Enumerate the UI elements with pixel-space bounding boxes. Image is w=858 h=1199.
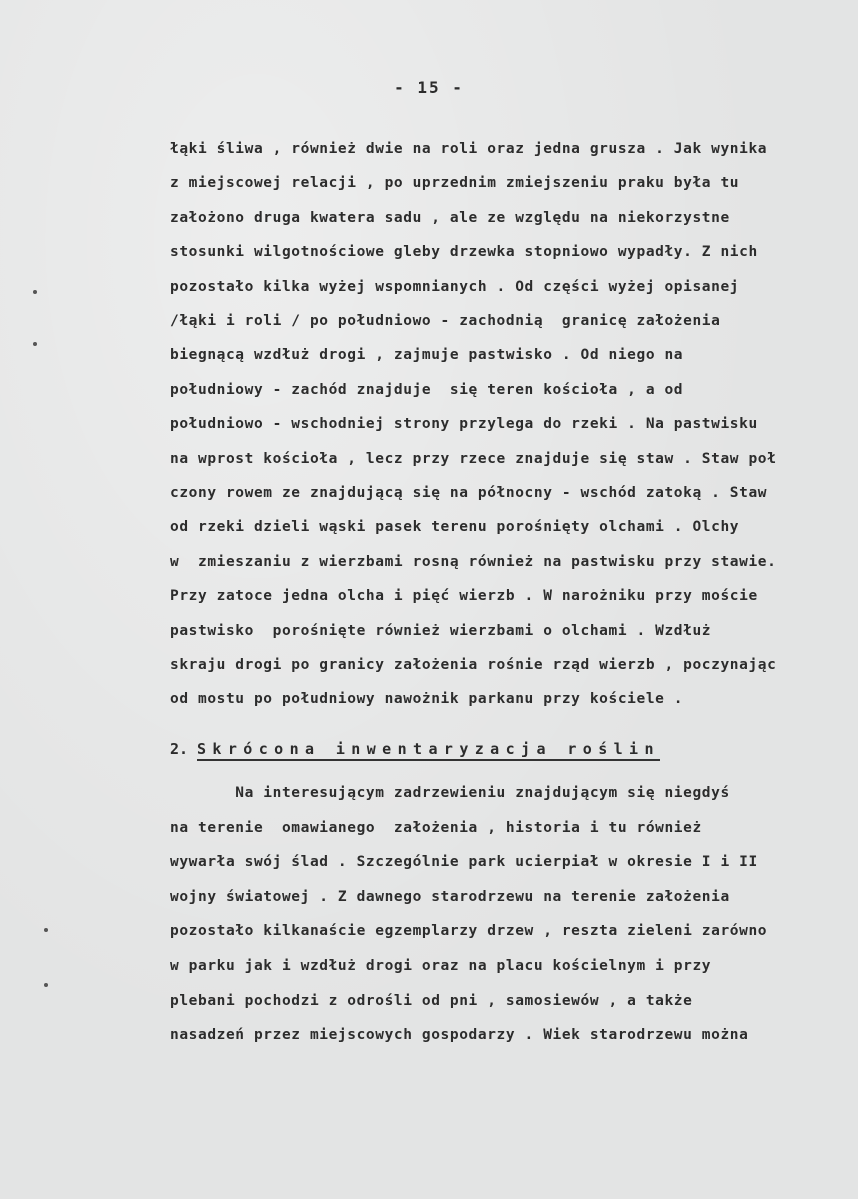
text-line: czony rowem ze znajdującą się na północny - wschód zatoką . Staw	[170, 485, 768, 501]
margin-mark	[44, 928, 48, 932]
margin-mark	[33, 342, 37, 346]
text-line: z miejscowej relacji , po uprzednim zmiejszeniu praku była tu	[170, 175, 740, 192]
text-line: biegnącą wzdłuż drogi , zajmuje pastwisko . Od niego na	[170, 347, 684, 364]
text-line: plebani pochodzi z odrośli od pni , samosiewów , a także	[170, 992, 693, 1009]
text-line: na terenie omawianego założenia , historia i tu również	[170, 819, 702, 836]
text-line: od rzeki dzieli wąski pasek terenu porośnięty olchami . Olchy	[170, 519, 740, 536]
text-line: stosunki wilgotnościowe gleby drzewka stopniowo wypadły. Z nich	[170, 244, 758, 261]
text-line: pozostało kilkanaście egzemplarzy drzew , reszta zieleni zarówno	[170, 923, 768, 940]
text-line: wojny światowej . Z dawnego starodrzewu na terenie założenia	[170, 888, 730, 905]
text-line: wywarła swój ślad . Szczególnie park ucierpiał w okresie I i II	[170, 854, 758, 871]
section-heading: Skrócona inwentaryzacja roślin	[197, 740, 660, 761]
section-number: 2.	[170, 740, 189, 758]
text-line: założono druga kwatera sadu , ale ze względu na niekorzystne	[170, 209, 730, 226]
text-line: skraju drogi po granicy założenia rośnie rząd wierzb , poczynając	[170, 657, 777, 673]
margin-mark	[33, 290, 37, 294]
page-number: - 15 -	[394, 78, 464, 97]
text-line: Przy zatoce jedna olcha i pięć wierzb . W narożniku przy moście	[170, 588, 758, 605]
text-line: /łąki i roli / po południowo - zachodnią granicę założenia	[170, 313, 721, 329]
text-line: pastwisko porośnięte również wierzbami o olchami . Wzdłuż	[170, 622, 712, 639]
text-line: nasadzeń przez miejscowych gospodarzy . Wiek starodrzewu można	[170, 1027, 749, 1044]
text-line: w parku jak i wzdłuż drogi oraz na placu kościelnym i przy	[170, 958, 712, 974]
text-line: od mostu po południowy nawożnik parkanu przy kościele .	[170, 691, 684, 708]
text-line: łąki śliwa , również dwie na roli oraz jedna grusza . Jak wynika	[170, 141, 768, 157]
text-line: na wprost kościoła , lecz przy rzece znajduje się staw . Staw poł	[170, 450, 777, 467]
text-line: południowo - wschodniej strony przylega do rzeki . Na pastwisku	[170, 416, 758, 433]
text-line: Na interesującym zadrzewieniu znajdującym się niegdyś	[170, 785, 730, 801]
text-line: południowy - zachód znajduje się teren kościoła , a od	[170, 381, 684, 398]
text-line: w zmieszaniu z wierzbami rosną również na pastwisku przy stawie.	[170, 553, 777, 570]
text-line: pozostało kilka wyżej wspomnianych . Od części wyżej opisanej	[170, 278, 740, 295]
margin-mark	[44, 983, 48, 987]
